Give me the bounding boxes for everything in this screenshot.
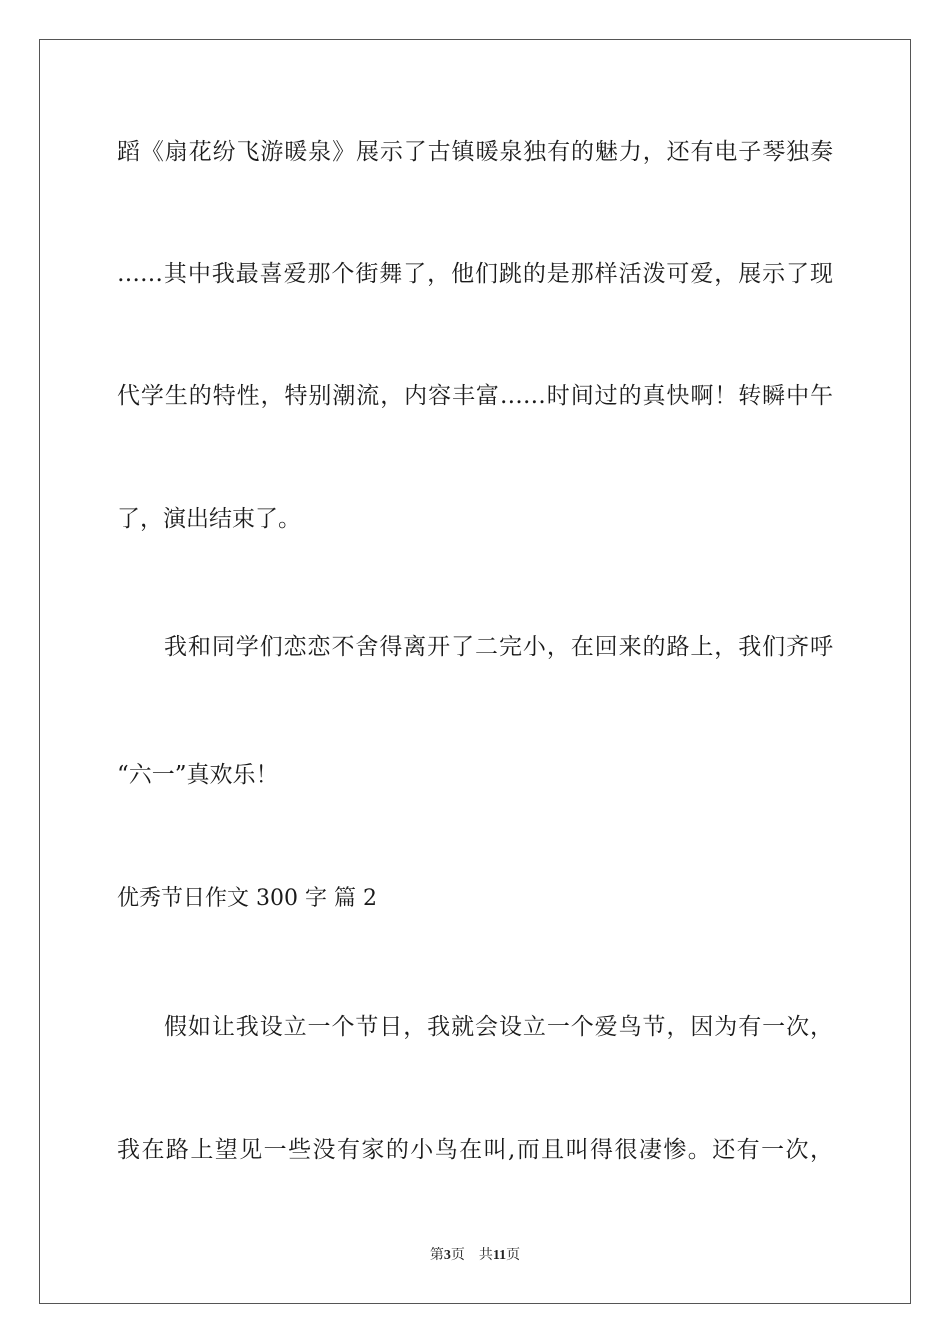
footer-total-number: 11: [492, 1248, 507, 1263]
footer-total-suffix: 页: [506, 1248, 521, 1263]
body-line-3: 代学生的特性，特别潮流，内容丰富……时间过的真快啊！转瞬中午: [117, 383, 833, 409]
footer-total-prefix: 共: [478, 1248, 493, 1263]
section-heading: 优秀节日作文 300 字 篇 2: [117, 886, 377, 911]
page-footer: [0, 1246, 950, 1266]
body-line-8: 我在路上望见一些没有家的小鸟在叫,而且叫得很凄惨。还有一次，: [117, 1137, 833, 1163]
body-line-1: 蹈《扇花纷飞游暖泉》展示了古镇暖泉独有的魅力，还有电子琴独奏: [117, 139, 833, 165]
body-line-2: ……其中我最喜爱那个街舞了，他们跳的是那样活泼可爱，展示了现: [117, 261, 833, 287]
footer-page-suffix: 页: [450, 1248, 465, 1263]
page-border: [39, 39, 911, 1304]
body-line-4: 了，演出结束了。: [117, 506, 301, 532]
footer-page-prefix: 第: [429, 1248, 444, 1263]
body-line-6: “六一”真欢乐！: [117, 762, 279, 788]
body-line-5: 我和同学们恋恋不舍得离开了二完小，在回来的路上，我们齐呼: [164, 634, 833, 660]
footer-page-number: 3: [443, 1248, 451, 1263]
body-line-7: 假如让我设立一个节日，我就会设立一个爱鸟节，因为有一次，: [164, 1014, 833, 1040]
